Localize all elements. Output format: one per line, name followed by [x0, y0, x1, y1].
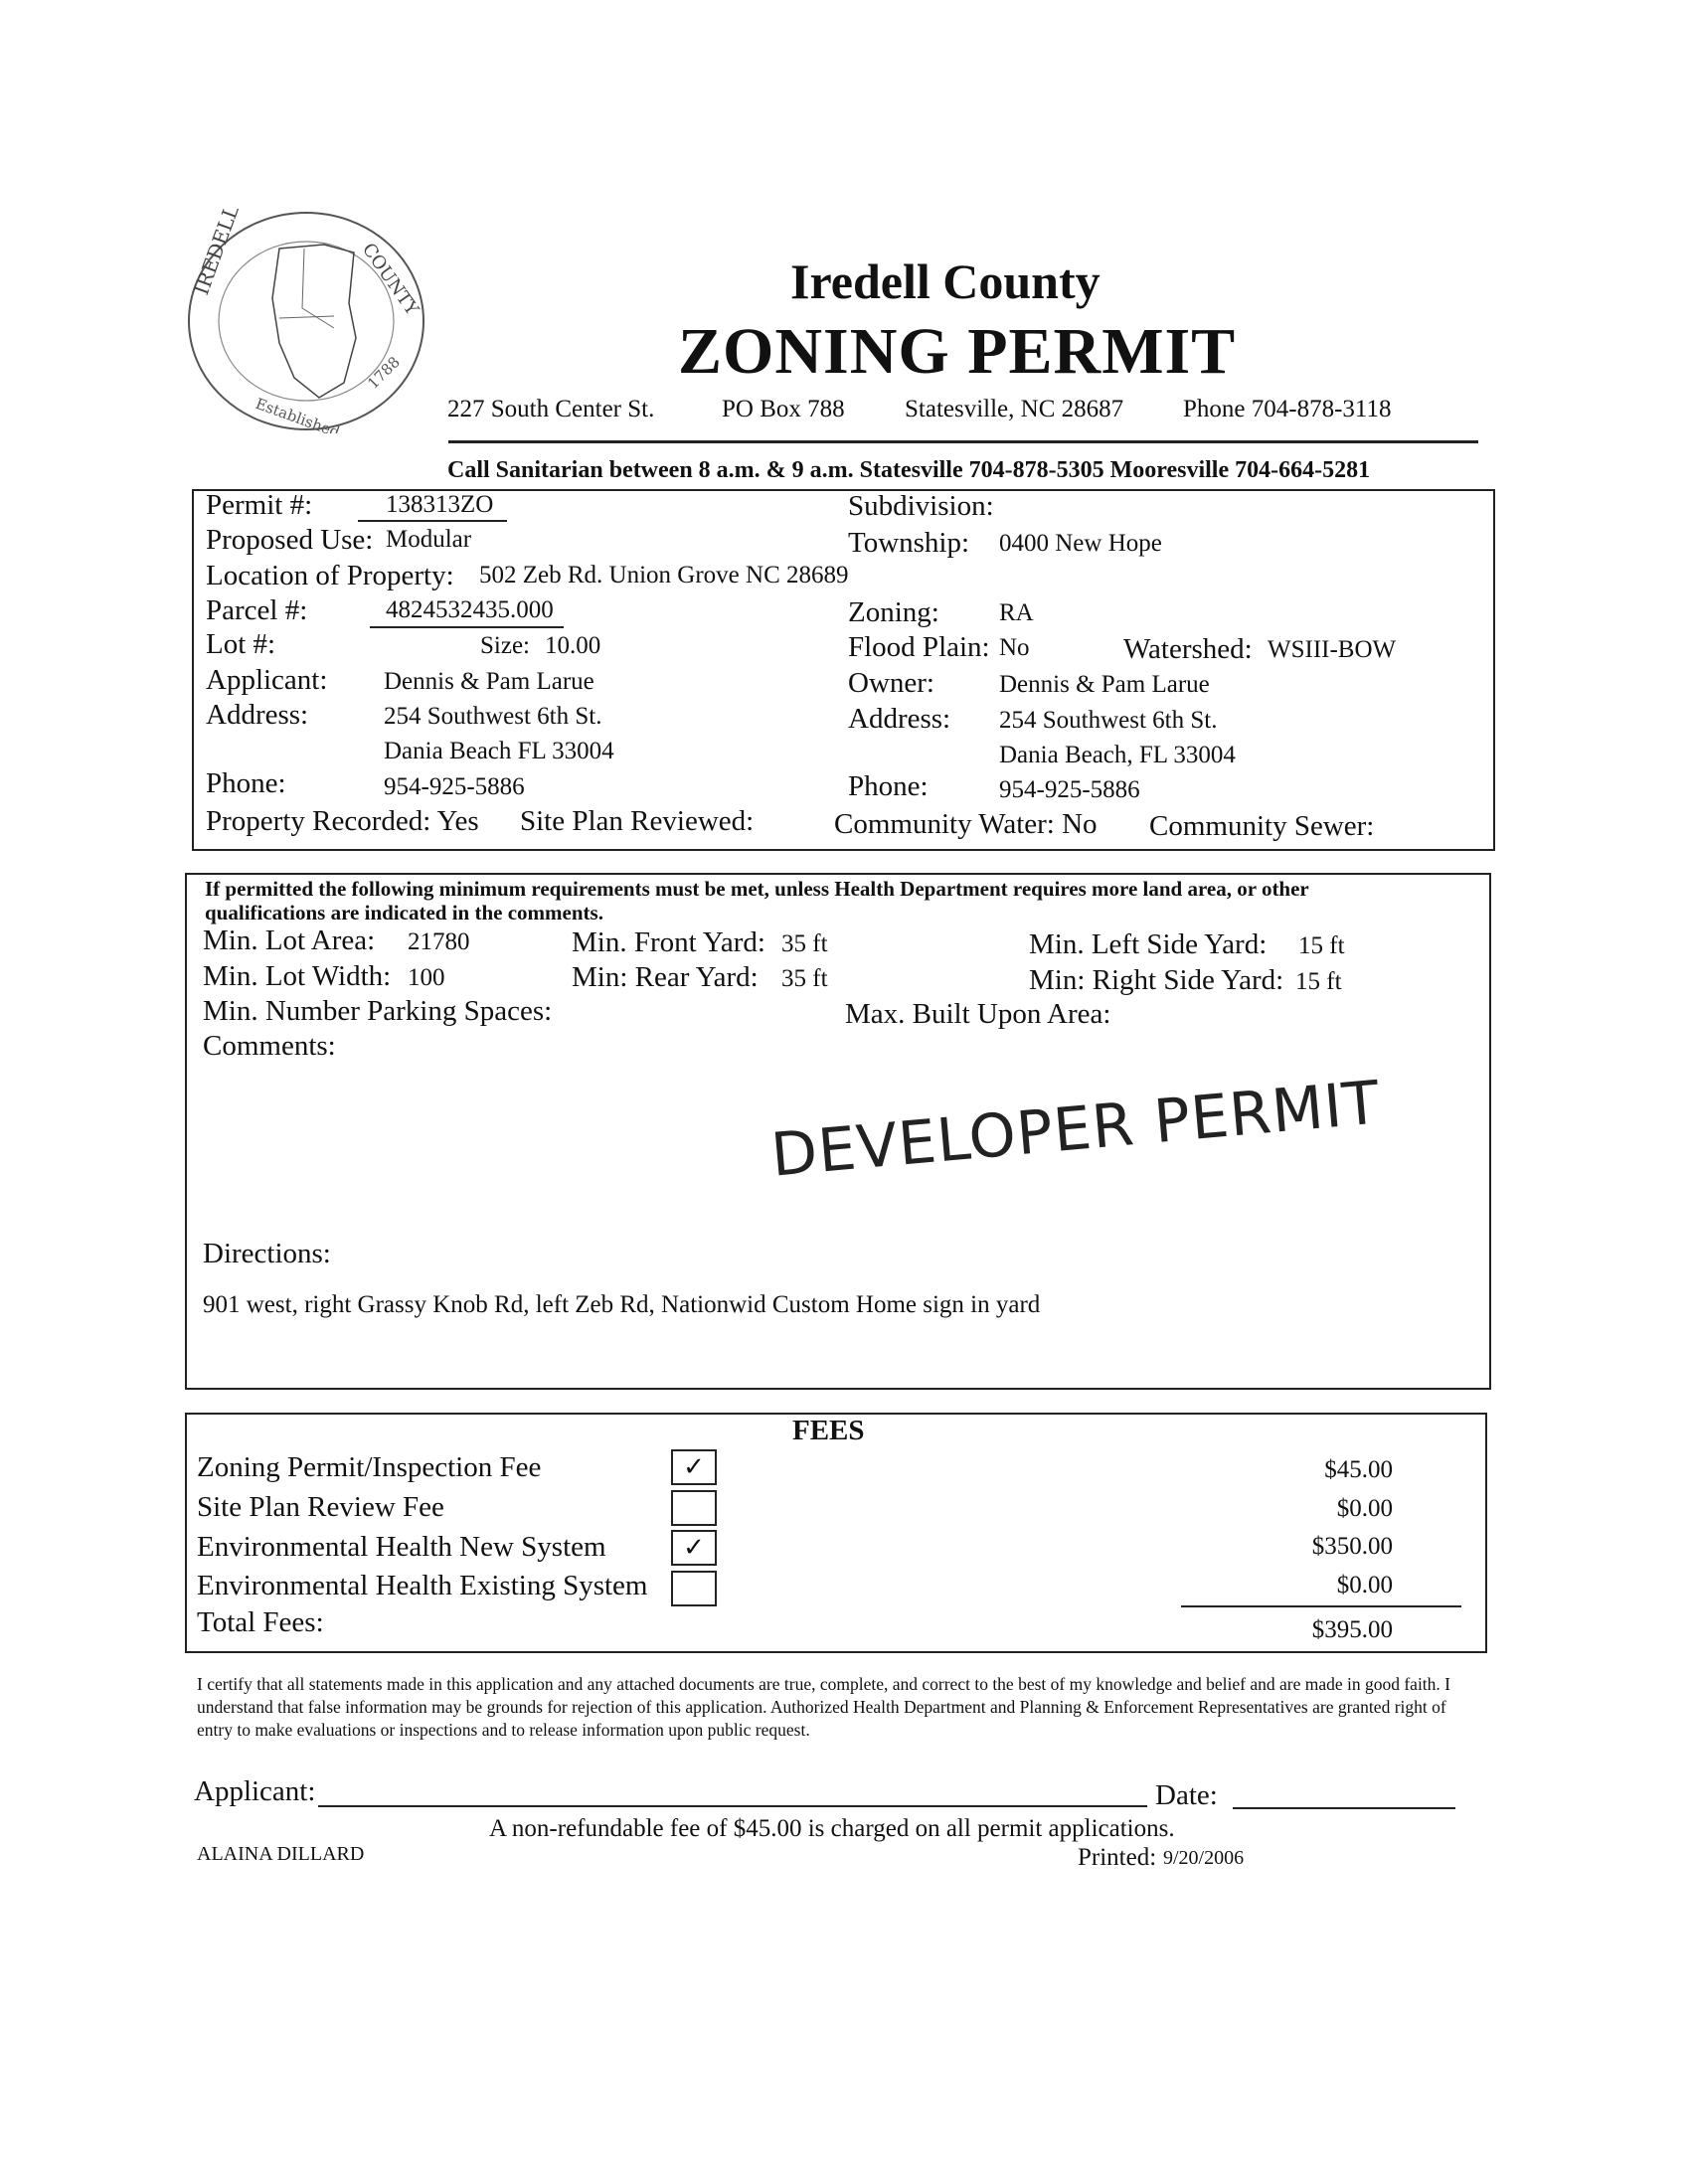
- min-right-side-yard-label: Min: Right Side Yard:: [1029, 964, 1284, 996]
- owner-address-1: 254 Southwest 6th St.: [999, 707, 1218, 734]
- community-water: Community Water: No: [834, 808, 1098, 840]
- fee-site-plan-label: Site Plan Review Fee: [197, 1491, 444, 1523]
- lot-label: Lot #:: [206, 628, 276, 660]
- size-label: Size:: [480, 632, 530, 659]
- fee-zoning-checkbox[interactable]: ✓: [671, 1449, 717, 1485]
- fee-existing-system-checkbox[interactable]: [671, 1571, 717, 1606]
- applicant-signature-label: Applicant:: [194, 1775, 316, 1807]
- parcel-label: Parcel #:: [206, 594, 308, 626]
- owner-name: Dennis & Pam Larue: [999, 671, 1210, 698]
- max-built-area-label: Max. Built Upon Area:: [845, 998, 1111, 1030]
- size: 10.00: [545, 632, 601, 659]
- fee-new-system-label: Environmental Health New System: [197, 1531, 606, 1563]
- parcel-underline: [370, 626, 564, 628]
- min-rear-yard: 35 ft: [781, 965, 828, 992]
- svg-text:Established: Established: [253, 394, 343, 433]
- subdivision-label: Subdivision:: [848, 490, 994, 522]
- watershed: WSIII-BOW: [1268, 636, 1397, 663]
- applicant-address-2: Dania Beach FL 33004: [384, 738, 614, 764]
- township-label: Township:: [848, 527, 970, 559]
- printed-label: Printed:: [1078, 1844, 1157, 1871]
- requirements-intro: If permitted the following minimum requirements must be met, unless Health Department requires more land area, or other: [205, 877, 1309, 901]
- fees-heading: FEES: [792, 1415, 865, 1446]
- min-front-yard-label: Min. Front Yard:: [572, 926, 765, 958]
- applicant-phone: 954-925-5886: [384, 773, 525, 800]
- township: 0400 New Hope: [999, 530, 1162, 557]
- county-seal: [185, 209, 427, 433]
- fee-new-system-amount: $350.00: [1311, 1533, 1393, 1560]
- header-rule: [448, 440, 1478, 443]
- property-recorded: Property Recorded: Yes: [206, 805, 479, 837]
- fee-site-plan-checkbox[interactable]: [671, 1490, 717, 1526]
- fee-zoning-amount: $45.00: [1324, 1456, 1393, 1483]
- svg-text:COUNTY: COUNTY: [357, 239, 423, 320]
- office-city: Statesville, NC 28687: [905, 396, 1124, 422]
- min-front-yard: 35 ft: [781, 930, 828, 957]
- fee-existing-system-amount: $0.00: [1336, 1572, 1393, 1598]
- requirements-intro-2: qualifications are indicated in the comments.: [205, 901, 603, 924]
- applicant-address-1: 254 Southwest 6th St.: [384, 703, 602, 730]
- office-po-box: PO Box 788: [722, 396, 845, 422]
- min-rear-yard-label: Min: Rear Yard:: [572, 961, 759, 993]
- zoning: RA: [999, 599, 1034, 626]
- min-lot-area-label: Min. Lot Area:: [203, 924, 376, 956]
- developer-permit-stamp: DEVELOPER PERMIT: [768, 1068, 1384, 1191]
- permit-number-label: Permit #:: [206, 489, 313, 521]
- owner-phone-label: Phone:: [848, 770, 929, 802]
- printed-date: 9/20/2006: [1163, 1847, 1245, 1869]
- applicant-name: Dennis & Pam Larue: [384, 668, 594, 695]
- applicant-address-label: Address:: [206, 699, 309, 731]
- applicant-signature-line[interactable]: [318, 1805, 1147, 1807]
- min-right-side-yard: 15 ft: [1295, 968, 1342, 995]
- community-sewer: Community Sewer:: [1149, 810, 1375, 842]
- min-parking-label: Min. Number Parking Spaces:: [203, 995, 553, 1027]
- parcel-number: 4824532435.000: [386, 596, 554, 623]
- zoning-label: Zoning:: [848, 596, 939, 628]
- county-name: Iredell County: [790, 253, 1101, 309]
- svg-text:1788: 1788: [364, 353, 404, 393]
- directions-label: Directions:: [203, 1238, 331, 1269]
- office-street: 227 South Center St.: [447, 396, 655, 422]
- fee-zoning-label: Zoning Permit/Inspection Fee: [197, 1451, 542, 1483]
- fee-existing-system-label: Environmental Health Existing System: [197, 1570, 648, 1601]
- comments-label: Comments:: [203, 1030, 336, 1062]
- site-plan-reviewed: Site Plan Reviewed:: [520, 805, 755, 837]
- owner-address-2: Dania Beach, FL 33004: [999, 742, 1236, 768]
- owner-phone: 954-925-5886: [999, 776, 1140, 803]
- permit-number: 138313ZO: [386, 491, 494, 518]
- min-lot-width-label: Min. Lot Width:: [203, 960, 392, 992]
- permit-underline: [358, 520, 507, 522]
- issuer-name: ALAINA DILLARD: [197, 1843, 365, 1865]
- page-title: ZONING PERMIT: [678, 315, 1237, 388]
- office-phone: Phone 704-878-3118: [1183, 396, 1392, 422]
- location: 502 Zeb Rd. Union Grove NC 28689: [479, 562, 849, 588]
- directions: 901 west, right Grassy Knob Rd, left Zeb Rd, Nationwid Custom Home sign in yard: [203, 1291, 1041, 1318]
- min-lot-width: 100: [408, 964, 445, 991]
- sanitarian-call-line: Call Sanitarian between 8 a.m. & 9 a.m. Statesville 704-878-5305 Mooresville 704-664-5281: [447, 457, 1371, 483]
- min-left-side-yard-label: Min. Left Side Yard:: [1029, 928, 1268, 960]
- location-label: Location of Property:: [206, 560, 454, 591]
- min-lot-area: 21780: [408, 928, 470, 955]
- fee-total-rule: [1181, 1605, 1461, 1607]
- total-fees-label: Total Fees:: [197, 1606, 324, 1638]
- flood-plain: No: [999, 634, 1030, 661]
- proposed-use-label: Proposed Use:: [206, 524, 374, 556]
- applicant-phone-label: Phone:: [206, 767, 286, 799]
- owner-label: Owner:: [848, 667, 934, 699]
- watershed-label: Watershed:: [1123, 633, 1253, 665]
- total-fees: $395.00: [1311, 1616, 1393, 1643]
- date-label: Date:: [1155, 1779, 1218, 1811]
- flood-plain-label: Flood Plain:: [848, 631, 990, 663]
- proposed-use: Modular: [386, 526, 472, 553]
- certification-text: I certify that all statements made in this application and any attached documents are true, complete, and correct to the best of my knowledge and belief and are made in good faith. I understand that false information may be grounds for rejection of this application. Authorized Health Department and Planning & Enforcement Representatives are granted right of entry to make evaluations or inspections and to release information upon public request.: [197, 1674, 1450, 1740]
- fee-note: A non-refundable fee of $45.00 is charged on all permit applications.: [489, 1815, 1175, 1842]
- min-left-side-yard: 15 ft: [1298, 932, 1345, 959]
- applicant-label: Applicant:: [206, 664, 328, 696]
- svg-text:IREDELL: IREDELL: [189, 209, 245, 298]
- date-line[interactable]: [1233, 1807, 1455, 1809]
- owner-address-label: Address:: [848, 703, 951, 735]
- fee-new-system-checkbox[interactable]: ✓: [671, 1530, 717, 1566]
- fee-site-plan-amount: $0.00: [1336, 1495, 1393, 1522]
